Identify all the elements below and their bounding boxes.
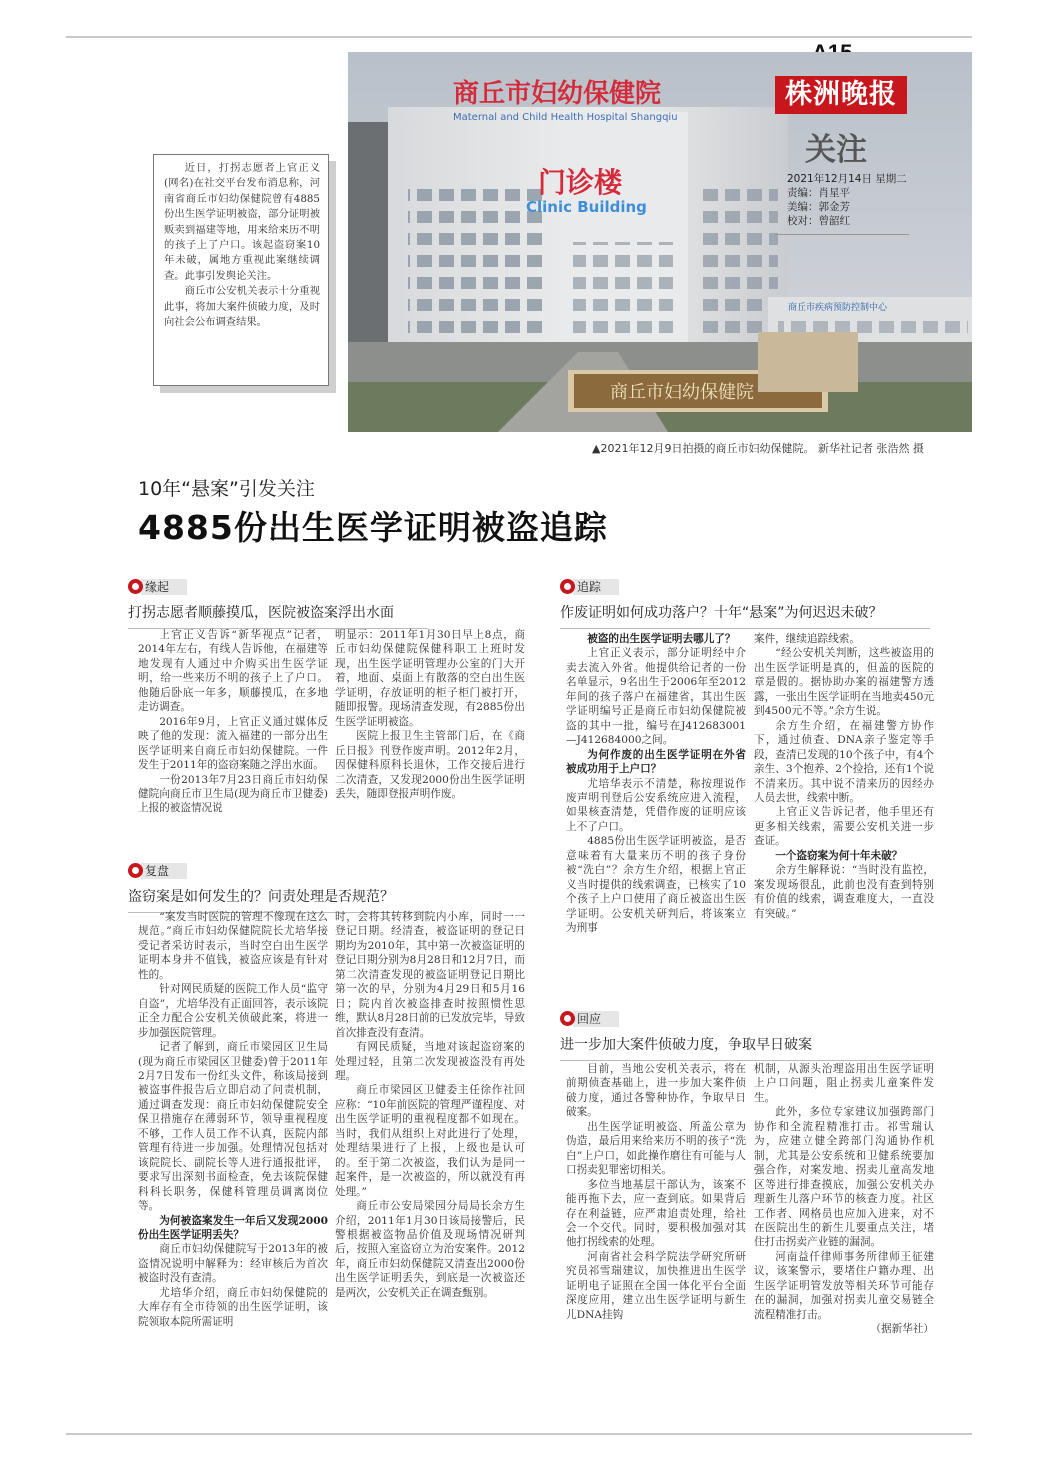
paragraph: 案件，继续追踪线索。 <box>754 633 860 645</box>
photo-caption: ▲2021年12月9日拍摄的商丘市妇幼保健院。 新华社记者 张浩然 摄 <box>592 442 924 455</box>
section-tag: 复盘 <box>141 863 187 879</box>
paragraph: 河南省社会科学院法学研究所研究员祁雪瑞建议，加快推进出生医学证明电子证照在全国一体化平台全面深度应用，建立出生医学证明与新生儿DNA挂钩 <box>566 1250 746 1321</box>
response-column-2 <box>754 1062 934 1337</box>
paragraph: 被盗的出生医学证明去哪儿了？ <box>587 633 736 645</box>
paragraph: 多位当地基层干部认为，该案不能再拖下去，应一查到底。如果背后存在利益链，应严肃追责处理，给社会一个交代。同时，要积极加强对其他打拐线索的处理。 <box>566 1178 746 1249</box>
paragraph: 明显示：2011年1月30日早上8点，商丘市妇幼保健院保健科职工上班时发现，出生医学证明管理办公室的门大开着，地面、桌面上有散落的空白出生医学证明，存放证明的柜子柜门被打开，随即报警。现场清查发现，有2885份出生医学证明被盗。 <box>335 629 525 728</box>
origin-column-1 <box>138 628 328 816</box>
review-column-1 <box>138 910 328 1329</box>
section-bullet-icon <box>128 579 143 594</box>
section-subtitle: 盗窃案是如何发生的？问责处理是否规范？ <box>128 889 394 905</box>
headline: 4885份出生医学证明被盗追踪 <box>138 508 608 547</box>
paragraph: 有网民质疑，当地对该起盗窃案的处理过轻，且第二次发现被盗没有再处理。 <box>335 1041 525 1082</box>
paragraph: 商丘市公安局梁园分局局长余方生介绍，2011年1月30日该局接警后，民警根据被盗物品价值及现场情况研判后，按照入室盗窃立为治安案件。2012年，商丘市妇幼保健院又清查出2000份出生医学证明丢失，到底是一次被盗还是两次，公安机关正在调查甄别。 <box>335 1200 525 1299</box>
bottom-rule <box>66 1433 972 1435</box>
paragraph: 为何被盗案发生一年后又发现2000份出生医学证明丢失？ <box>138 1214 328 1241</box>
section-tag: 回应 <box>573 1011 619 1027</box>
paragraph: 余方生解释说：“当时没有监控，案发现场很乱，此前也没有查到特别有价值的线索，调查难度大，一直没有突破。” <box>754 864 934 920</box>
masthead <box>775 68 975 238</box>
section-tag: 缘起 <box>141 579 187 595</box>
origin-column-2 <box>335 628 525 801</box>
sign-building: 门诊楼 <box>538 166 623 199</box>
newspaper-logo: 株洲晚报 <box>775 76 907 114</box>
review-column-2 <box>335 910 525 1300</box>
paragraph: 尤培华表示不清楚，称按理说作废声明刊登后公安系统应进入流程，如果核查清楚，凭借作废的证明应该上不了户口。 <box>566 777 746 833</box>
paragraph: 时，会将其转移到院内小库，同时一一登记日期。经清查，被盗证明的登记日期均为2010年，其中第一次被盗证明的登记日期分别为8月28日和12月7日，而第二次清查发现的被盗证明登记日期比第一次的早，分别为4月29日和5月16日；院内首次被盗排查时按照惯性思维，默认8月28日前的已发放完毕，导致首次排查没有查清。 <box>335 911 525 1039</box>
paragraph: 一份2013年7月23日商丘市妇幼保健院向商丘市卫生局(现为商丘市卫健委)上报的被盗情况说 <box>138 773 328 815</box>
paragraph: 医院上报卫生主管部门后，在《商丘日报》刊登作废声明。2012年2月，因保健科原科长退休，工作交接后进行二次清查，又发现2000份出生医学证明丢失，随即登报声明作废。 <box>335 730 525 800</box>
paragraph: 4885份出生医学证明被盗，是否意味着有大量来历不明的孩子身份被“洗白”？余方生介绍，根据上官正义当时提供的线索调查，已核实了10个孩子上户口使用了商丘被盗出生医学证明。公安机关研判后，将该案立为刑事 <box>566 835 746 935</box>
paragraph: “经公安机关判断，这些被盗用的出生医学证明是真的，但盖的医院的章是假的。据协助办案的福建警方透露，一张出生医学证明在当地卖450元到4500元不等。”余方生说。 <box>754 647 934 718</box>
section-origin-header <box>128 578 428 629</box>
section-subtitle: 打拐志愿者顺藤摸瓜，医院被盗案浮出水面 <box>128 605 394 621</box>
section-response-header <box>560 1010 930 1061</box>
track-column-1 <box>566 632 746 936</box>
paragraph: 针对网民质疑的医院工作人员“监守自盗”，尤培华没有正面回答，表示该院正全力配合公安机关侦破此案，将进一步加强医院管理。 <box>138 983 328 1039</box>
paragraph: 尤培华介绍，商丘市妇幼保健院的大库存有全市待领的出生医学证明，该院领取本院所需证明 <box>138 1286 328 1328</box>
masthead-rule <box>775 234 909 235</box>
editor-credit: 责编：肖星平 <box>787 187 850 199</box>
paragraph: 目前，当地公安机关表示，将在前期侦查基础上，进一步加大案件侦破力度，通过各警种协作，争取早日破案。 <box>566 1063 746 1119</box>
section-rule <box>560 628 930 629</box>
paragraph: 商丘市妇幼保健院写于2013年的被盗情况说明中解释为：经审核后为首次被盗时没有查清。 <box>138 1243 328 1285</box>
response-column-1 <box>566 1062 746 1322</box>
lead-paragraph: 近日，打拐志愿者上官正义(网名)在社交平台发布消息称，河南省商丘市妇幼保健院曾有4885份出生医学证明被盗，部分证明被贩卖到福建等地，用来给来历不明的孩子上了户口。该起盗窃案10年未破，属地方重视此案继续调查。此事引发舆论关注。 <box>164 162 320 282</box>
paragraph: 上官正义告诉“新华视点”记者，2014年左右，有线人告诉他，在福建等地发现有人通过中介购买出生医学证明，给一些来历不明的孩子上了户口。他随后卧底一年多，顺藤摸瓜，在多地走访调查。 <box>138 629 328 714</box>
paragraph: 上官正义告诉记者，他手里还有更多相关线索，需要公安机关进一步查证。 <box>754 806 934 848</box>
section-bullet-icon <box>560 1011 575 1026</box>
sign-main-en: Maternal and Child Health Hospital Shangqiu <box>453 112 678 123</box>
sign-side: 商丘市疾病预防控制中心 <box>788 303 888 313</box>
top-rule <box>66 36 972 38</box>
paragraph: 2016年9月，上官正义通过媒体反映了他的发现：流入福建的一部分出生医学证明来自商丘市妇幼保健院。一件发生于2011年的盗窃案随之浮出水面。 <box>138 715 328 772</box>
paragraph: 此外，多位专家建议加强跨部门协作和全流程精准打击。祁雪瑞认为，应建立健全跨部门沟通协作机制，尤其是公安系统和卫健系统要加强合作，对案发地、拐卖儿童高发地区等进行排查摸底，加强公安机关办理新生儿落户环节的核查力度。社区工作者、网格员也应加入进来，对不在医院出生的新生儿要重点关注，堵住打击拐卖产业链的漏洞。 <box>754 1106 934 1249</box>
paragraph: 上官正义表示，部分证明经中介卖去流入外省。他提供给记者的一份名单显示，9名出生于2006年至2012年间的孩子落户在福建省，其出生医学证明编号正是商丘市妇幼保健院被盗的其中一批，编号在J412683001—J412684000之间。 <box>566 647 746 747</box>
section-review-header <box>128 862 428 913</box>
section-subtitle: 作废证明如何成功落户？十年“悬案”为何迟迟未破？ <box>560 605 883 621</box>
masthead-meta <box>787 172 907 228</box>
sign-building-en: Clinic Building <box>526 198 647 216</box>
credit: （据新华社） <box>870 1323 934 1336</box>
lead-box <box>153 154 329 386</box>
paragraph: 一个盗窃案为何十年未破？ <box>775 849 903 862</box>
paragraph: 出生医学证明被盗、所盖公章为伪造，最后用来给来历不明的孩子“洗白”上户口，如此操作磨往有可能与人口拐卖犯罪密切相关。 <box>566 1120 746 1177</box>
paragraph: “案发当时医院的管理不像现在这么规范。”商丘市妇幼保健院院长尤培华接受记者采访时表示，当时空白出生医学证明本身并不值钱，被盗应该是有针对性的。 <box>138 911 328 981</box>
kicker: 10年“悬案”引发关注 <box>138 478 315 500</box>
art-editor-credit: 美编：郭金芳 <box>787 201 850 213</box>
section-rule <box>560 1060 930 1061</box>
sign-main: 商丘市妇幼保健院 <box>453 79 662 109</box>
sign-gate: 商丘市妇幼保健院 <box>610 382 754 403</box>
paragraph: 机制，从源头治理盗用出生医学证明上户口问题，阻止拐卖儿童案件发生。 <box>754 1063 934 1104</box>
section-bullet-icon <box>128 863 143 878</box>
section-subtitle: 进一步加大案件侦破力度，争取早日破案 <box>560 1037 812 1053</box>
section-track-header <box>560 578 930 629</box>
proofreader-credit: 校对：曾韶红 <box>787 215 850 227</box>
paragraph: 为何作废的出生医学证明在外省被成功用于上户口？ <box>566 748 746 776</box>
paragraph: 余方生介绍，在福建警方协作下，通过侦查、DNA亲子鉴定等手段，查清已发现的10个孩子中，有4个亲生、3个抱养、2个捡拾，还有1个说不清来历。其中说不清来历的因经办人员去世，线索中断。 <box>754 719 934 804</box>
column-title: 关注 <box>805 132 867 168</box>
paragraph: 记者了解到，商丘市梁园区卫生局(现为商丘市梁园区卫健委)曾于2011年2月7日发布一份红头文件，称该局接到被盗事件报告后立即启动了问责机制，通过调查发现：商丘市妇幼保健院安全保卫措施存在薄弱环节，领导重视程度不够，工作人员工作不认真，医院内部管理有待进一步加强。处理情况包括对该院院长、副院长等人进行通报批评，要求写出深刻书面检查，免去该院保健科科长职务，保健科管理员调离岗位等。 <box>138 1041 328 1213</box>
issue-date: 2021年12月14日 星期二 <box>787 173 907 185</box>
section-tag: 追踪 <box>573 579 619 595</box>
paragraph: 商丘市梁园区卫健委主任徐作社回应称：“10年前医院的管理严谨程度、对出生医学证明的重视程度都不如现在。当时，我们从组织上对此进行了处理，处理结果进行了上报，上级也是认可的。至于第二次被盗，我们认为是同一起案件，是一次被盗的，所以就没有再处理。” <box>335 1084 525 1198</box>
section-bullet-icon <box>560 579 575 594</box>
paragraph: 河南益仟律师事务所律师王征建议，该案警示，要堵住户籍办理、出生医学证明管发放等相关环节可能存在的漏洞，加强对拐卖儿童交易链全流程精准打击。 <box>754 1250 934 1321</box>
lead-paragraph: 商丘市公安机关表示十分重视此事，将加大案件侦破力度，及时向社会公布调查结果。 <box>164 285 320 329</box>
track-column-2 <box>754 632 934 921</box>
